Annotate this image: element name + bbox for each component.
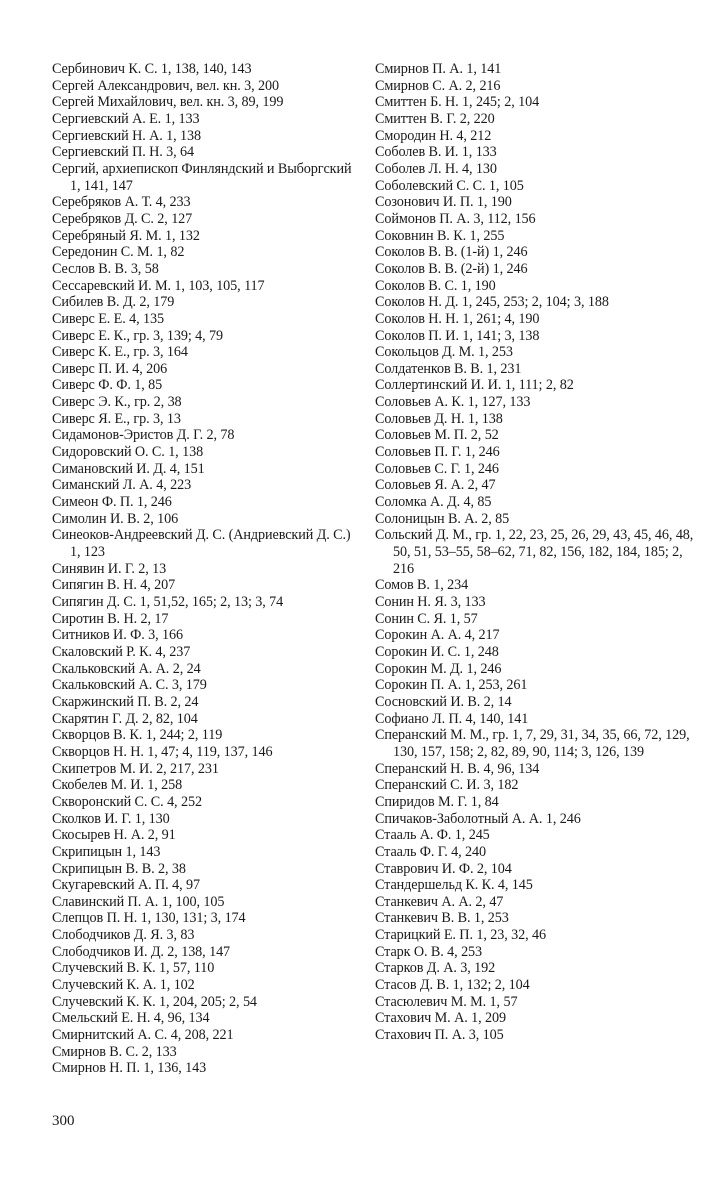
index-entry: Сосновский И. В. 2, 14 — [375, 693, 512, 710]
index-entry: Стахович М. А. 1, 209 — [375, 1010, 506, 1027]
index-entry: Сорокин А. А. 4, 217 — [375, 627, 500, 644]
index-entry: Сиротин В. Н. 2, 17 — [52, 610, 169, 627]
index-entry: Сергиевский А. Е. 1, 133 — [52, 110, 200, 127]
index-entry: Спичаков-Заболотный А. А. 1, 246 — [375, 810, 581, 827]
index-entry: Сеслов В. В. 3, 58 — [52, 260, 159, 277]
index-entry: Сиверс Е. Е. 4, 135 — [52, 310, 164, 327]
index-entry: Сперанский С. И. 3, 182 — [375, 777, 519, 794]
index-entry: Скальковский А. С. 3, 179 — [52, 677, 207, 694]
index-entry: Соболевский С. С. 1, 105 — [375, 177, 524, 194]
index-entry: Смородин Н. 4, 212 — [375, 127, 492, 144]
index-entry: Соловьев Я. А. 2, 47 — [375, 477, 496, 494]
index-entry: Старков Д. А. 3, 192 — [375, 960, 496, 977]
index-entry: Скрипицын 1, 143 — [52, 843, 161, 860]
index-entry: Скосырев Н. А. 2, 91 — [52, 827, 176, 844]
index-entry: Скворцов В. К. 1, 244; 2, 119 — [52, 727, 223, 744]
index-entry: Соколов П. И. 1, 141; 3, 138 — [375, 327, 540, 344]
index-entry: Сергиевский П. Н. 3, 64 — [52, 144, 195, 161]
index-entry: Скугаревский А. П. 4, 97 — [52, 877, 200, 894]
index-entry: Соллертинский И. И. 1, 111; 2, 82 — [375, 377, 574, 394]
index-entry: Скрипицын В. В. 2, 38 — [52, 860, 186, 877]
index-entry: Середонин С. М. 1, 82 — [52, 244, 185, 261]
index-entry: Сиверс Э. К., гр. 2, 38 — [52, 394, 182, 411]
index-entry: Сидамонов-Эристов Д. Г. 2, 78 — [52, 427, 235, 444]
index-entry: Сонин Н. Я. 3, 133 — [375, 594, 486, 610]
index-entry: Симеон Ф. П. 1, 246 — [52, 494, 172, 511]
index-entry: Сольский Д. М., гр. 1, 22, 23, 25, 26, 29, 43, 45, 46, 48, 50, 51, 53–55, 58–62, 71, 82, 156, 182, 184, 185; 2, 216 — [375, 527, 694, 577]
index-entry: Сорокин П. А. 1, 253, 261 — [375, 677, 528, 694]
index-entry: Старк О. В. 4, 253 — [375, 943, 483, 960]
index-entry: Солдатенков В. В. 1, 231 — [375, 360, 522, 377]
index-entry: Станкевич А. А. 2, 47 — [375, 893, 504, 910]
index-entry: Соловьев С. Г. 1, 246 — [375, 460, 499, 477]
index-entry: Сибилев В. Д. 2, 179 — [52, 294, 175, 311]
index-entry: Сколков И. Г. 1, 130 — [52, 810, 170, 827]
index-entry: Скобелев М. И. 1, 258 — [52, 777, 183, 794]
index-entry: Сипягин Д. С. 1, 51,52, 165; 2, 13; 3, 74 — [52, 594, 284, 610]
index-entry: Соловьев П. Г. 1, 246 — [375, 444, 500, 461]
index-entry: Созонович И. П. 1, 190 — [375, 194, 512, 211]
index-entry: Стааль Ф. Г. 4, 240 — [375, 843, 487, 860]
index-entry: Солоницын В. А. 2, 85 — [375, 510, 510, 527]
index-entry: Симанский Л. А. 4, 223 — [52, 477, 192, 494]
index-entry: Скарятин Г. Д. 2, 82, 104 — [52, 710, 198, 727]
index-entry: Серебряков А. Т. 4, 233 — [52, 194, 191, 211]
index-entry: Сергей Александрович, вел. кн. 3, 200 — [52, 77, 279, 94]
index-entry: Сперанский М. М., гр. 1, 7, 29, 31, 34, 35, 66, 72, 129, 130, 157, 158; 2, 82, 89, 90, 114; 3, 126, 139 — [375, 727, 690, 760]
index-entry: Смирнов Н. П. 1, 136, 143 — [52, 1060, 207, 1077]
index-entry: Случевский К. А. 1, 102 — [52, 977, 195, 994]
index-entry: Соймонов П. А. 3, 112, 156 — [375, 210, 536, 227]
index-entry: Серебряный Я. М. 1, 132 — [52, 227, 200, 244]
index-entry: Соколов В. В. (2-й) 1, 246 — [375, 260, 528, 277]
index-entry: Соловьев А. К. 1, 127, 133 — [375, 394, 531, 411]
index-entry: Случевский В. К. 1, 57, 110 — [52, 960, 215, 977]
index-entry: Серебряков Д. С. 2, 127 — [52, 210, 193, 227]
index-entry: Спиридов М. Г. 1, 84 — [375, 793, 499, 810]
index-entry: Станкевич В. В. 1, 253 — [375, 910, 509, 927]
index-entry: Смирнов С. А. 2, 216 — [375, 77, 501, 94]
index-entry: Сергиевский Н. А. 1, 138 — [52, 127, 202, 144]
index-entry: Стасов Д. В. 1, 132; 2, 104 — [375, 977, 530, 994]
index-entry: Синявин И. Г. 2, 13 — [52, 560, 167, 577]
index-entry: Скворонский С. С. 4, 252 — [52, 793, 202, 810]
index-entry: Сиверс Ф. Ф. 1, 85 — [52, 377, 163, 394]
index-entry: Симолин И. В. 2, 106 — [52, 510, 179, 527]
index-entry: Смиттен Б. Н. 1, 245; 2, 104 — [375, 94, 540, 111]
index-entry: Стасюлевич М. М. 1, 57 — [375, 993, 518, 1010]
index-entry: Сиверс Я. Е., гр. 3, 13 — [52, 410, 181, 427]
index-entry: Синеоков-Андреевский Д. С. (Андриевский Д. С.) 1, 123 — [52, 527, 351, 561]
index-entry: Сиверс Е. К., гр. 3, 139; 4, 79 — [52, 327, 224, 344]
index-entry: Сорокин М. Д. 1, 246 — [375, 660, 502, 677]
index-column-right — [375, 61, 700, 1044]
index-entry: Смирнитский А. С. 4, 208, 221 — [52, 1027, 234, 1044]
index-entry: Сомов В. 1, 234 — [375, 577, 469, 594]
index-entry: Стахович П. А. 3, 105 — [375, 1027, 504, 1044]
index-entry: Соколов Н. Н. 1, 261; 4, 190 — [375, 310, 540, 327]
index-entry: Сперанский Н. В. 4, 96, 134 — [375, 760, 540, 777]
index-entry: Сонин С. Я. 1, 57 — [375, 610, 478, 627]
index-entry: Сиверс П. И. 4, 206 — [52, 360, 168, 377]
index-entry: Скипетров М. И. 2, 217, 231 — [52, 760, 219, 777]
index-entry: Соколов Н. Д. 1, 245, 253; 2, 104; 3, 188 — [375, 294, 609, 311]
index-entry: Софиано Л. П. 4, 140, 141 — [375, 710, 529, 727]
index-entry: Соловьев Д. Н. 1, 138 — [375, 410, 503, 427]
index-entry: Смельский Е. Н. 4, 96, 134 — [52, 1010, 210, 1027]
index-entry: Симановский И. Д. 4, 151 — [52, 460, 205, 477]
index-entry: Сергий, архиепископ Финляндский и Выборгский 1, 141, 147 — [52, 160, 352, 194]
index-entry: Соловьев М. П. 2, 52 — [375, 427, 499, 444]
index-entry: Славинский П. А. 1, 100, 105 — [52, 893, 225, 910]
index-entry: Стааль А. Ф. 1, 245 — [375, 827, 490, 844]
index-entry: Соболев В. И. 1, 133 — [375, 144, 497, 161]
index-entry: Слободчиков И. Д. 2, 138, 147 — [52, 943, 231, 960]
index-entry: Случевский К. К. 1, 204, 205; 2, 54 — [52, 993, 257, 1010]
index-entry: Сиверс К. Е., гр. 3, 164 — [52, 344, 188, 361]
index-entry: Соболев Л. Н. 4, 130 — [375, 160, 497, 177]
index-column-left — [52, 61, 362, 1077]
index-entry: Скворцов Н. Н. 1, 47; 4, 119, 137, 146 — [52, 743, 273, 760]
index-entry: Ставрович И. Ф. 2, 104 — [375, 860, 512, 877]
index-entry: Смирнов П. А. 1, 141 — [375, 61, 502, 77]
page-number: 300 — [52, 1113, 75, 1129]
index-entry: Соколов В. С. 1, 190 — [375, 277, 496, 294]
index-entry: Сербинович К. С. 1, 138, 140, 143 — [52, 61, 252, 77]
index-entry: Сидоровский О. С. 1, 138 — [52, 444, 204, 461]
index-entry: Скаловский Р. К. 4, 237 — [52, 643, 191, 660]
index-entry: Сокольцов Д. М. 1, 253 — [375, 344, 513, 361]
index-entry: Соколов В. В. (1-й) 1, 246 — [375, 244, 528, 261]
index-entry: Скальковский А. А. 2, 24 — [52, 660, 201, 677]
index-entry: Слободчиков Д. Я. 3, 83 — [52, 927, 195, 944]
index-entry: Сессаревский И. М. 1, 103, 105, 117 — [52, 277, 265, 294]
index-entry: Смирнов В. С. 2, 133 — [52, 1043, 177, 1060]
index-entry: Скаржинский П. В. 2, 24 — [52, 693, 199, 710]
index-entry: Соломка А. Д. 4, 85 — [375, 494, 492, 511]
index-entry: Старицкий Е. П. 1, 23, 32, 46 — [375, 927, 546, 944]
index-entry: Сорокин И. С. 1, 248 — [375, 643, 499, 660]
index-entry: Смиттен В. Г. 2, 220 — [375, 110, 495, 127]
index-entry: Слепцов П. Н. 1, 130, 131; 3, 174 — [52, 910, 246, 927]
index-entry: Сипягин В. Н. 4, 207 — [52, 577, 176, 594]
index-entry: Соковнин В. К. 1, 255 — [375, 227, 505, 244]
index-entry: Сергей Михайлович, вел. кн. 3, 89, 199 — [52, 94, 284, 111]
index-entry: Ситников И. Ф. 3, 166 — [52, 627, 183, 644]
index-entry: Стандершельд К. К. 4, 145 — [375, 877, 533, 894]
